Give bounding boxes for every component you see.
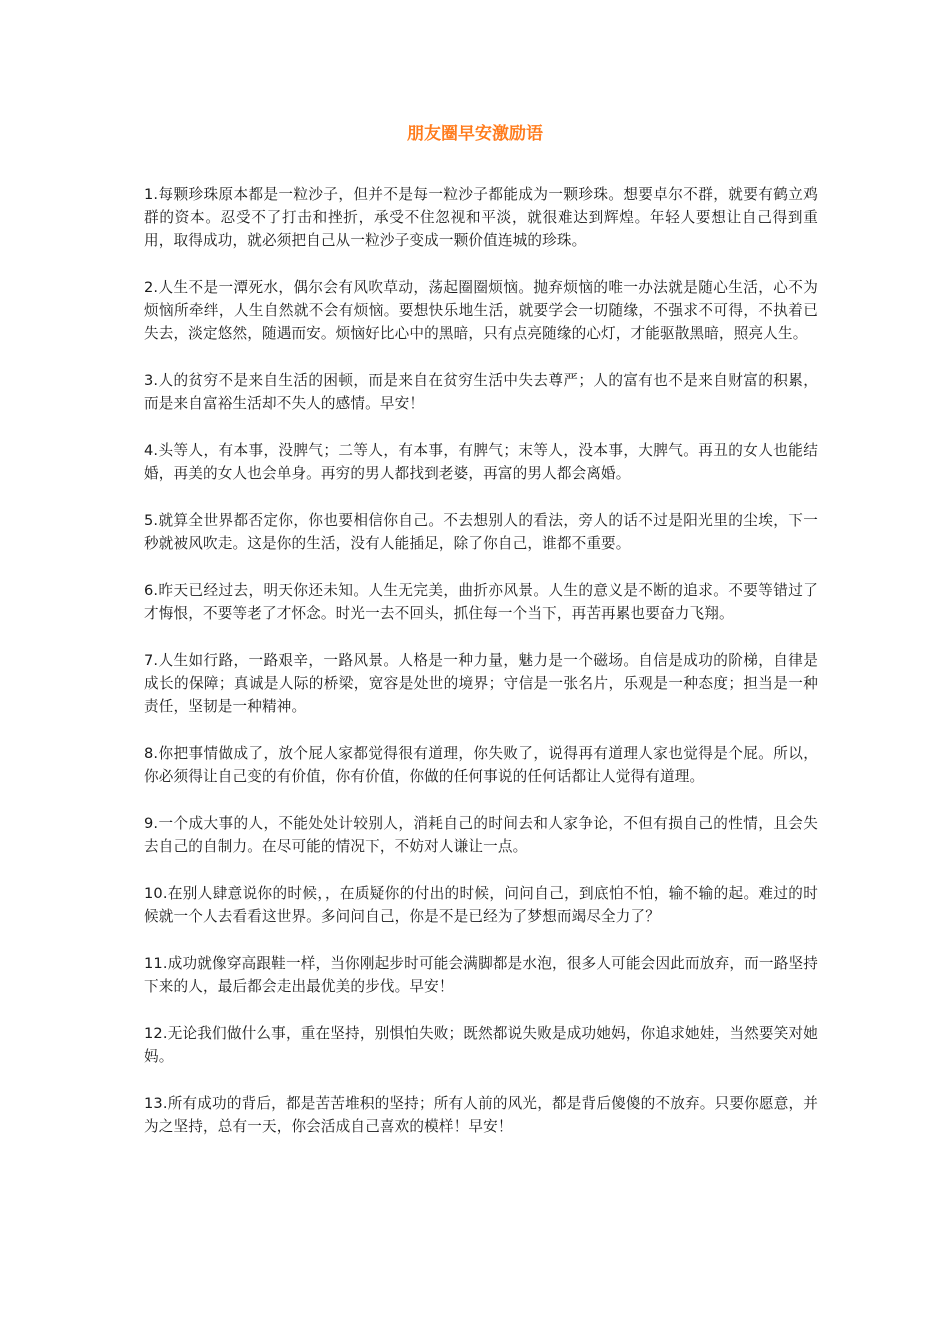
paragraph-11: 11.成功就像穿高跟鞋一样，当你刚起步时可能会满脚都是水泡，很多人可能会因此而放弃，而一路坚持下来的人，最后都会走出最优美的步伐。早安！ (144, 955, 818, 995)
paragraph-6: 6.昨天已经过去，明天你还未知。人生无完美，曲折亦风景。人生的意义是不断的追求。不要等错过了才悔恨，不要等老了才怀念。时光一去不回头，抓住每一个当下，再苦再累也要奋力飞翔。 (144, 582, 818, 622)
paragraph-12: 12.无论我们做什么事，重在坚持，别惧怕失败；既然都说失败是成功她妈，你追求她娃，当然要笑对她妈。 (144, 1025, 818, 1065)
paragraph-5: 5.就算全世界都否定你，你也要相信你自己。不去想别人的看法，旁人的话不过是阳光里的尘埃，下一秒就被风吹走。这是你的生活，没有人能插足，除了你自己，谁都不重要。 (144, 512, 818, 552)
paragraph-10: 10.在别人肆意说你的时候，，在质疑你的付出的时候，问问自己，到底怕不怕，输不输的起。难过的时候就一个人去看看这世界。多问问自己，你是不是已经为了梦想而竭尽全力了？ (144, 885, 818, 925)
document-title: 朋友圈早安激励语 (407, 124, 543, 144)
paragraph-1: 1.每颗珍珠原本都是一粒沙子，但并不是每一粒沙子都能成为一颗珍珠。想要卓尔不群，就要有鹤立鸡群的资本。忍受不了打击和挫折，承受不住忽视和平淡，就很难达到辉煌。年轻人要想让自己得到重用，取得成功，就必须把自己从一粒沙子变成一颗价值连城的珍珠。 (144, 186, 818, 249)
paragraph-13: 13.所有成功的背后，都是苦苦堆积的坚持；所有人前的风光，都是背后傻傻的不放弃。只要你愿意，并为之坚持，总有一天，你会活成自己喜欢的模样！早安！ (144, 1095, 818, 1135)
paragraph-4: 4.头等人，有本事，没脾气；二等人，有本事，有脾气；末等人，没本事，大脾气。再丑的女人也能结婚，再美的女人也会单身。再穷的男人都找到老婆，再富的男人都会离婚。 (144, 442, 818, 482)
document-body (144, 183, 818, 1162)
paragraph-9: 9.一个成大事的人，不能处处计较别人，消耗自己的时间去和人家争论，不但有损自己的性情，且会失去自己的自制力。在尽可能的情况下，不妨对人谦让一点。 (144, 815, 818, 855)
paragraph-8: 8.你把事情做成了，放个屁人家都觉得很有道理，你失败了，说得再有道理人家也觉得是个屁。所以，你必须得让自己变的有价值，你有价值，你做的任何事说的任何话都让人觉得有道理。 (144, 745, 818, 785)
paragraph-2: 2.人生不是一潭死水，偶尔会有风吹草动，荡起圈圈烦恼。抛弃烦恼的唯一办法就是随心生活，心不为烦恼所牵绊，人生自然就不会有烦恼。要想快乐地生活，就要学会一切随缘，不强求不可得，不执着已失去，淡定悠然，随遇而安。烦恼好比心中的黑暗，只有点亮随缘的心灯，才能驱散黑暗，照亮人生。 (144, 279, 818, 342)
paragraph-3: 3.人的贫穷不是来自生活的困顿，而是来自在贫穷生活中失去尊严；人的富有也不是来自财富的积累，而是来自富裕生活却不失人的感情。早安！ (144, 372, 818, 412)
paragraph-7: 7.人生如行路，一路艰辛，一路风景。人格是一种力量，魅力是一个磁场。自信是成功的阶梯，自律是成长的保障；真诚是人际的桥梁，宽容是处世的境界；守信是一张名片，乐观是一种态度；担当是一种责任，坚韧是一种精神。 (144, 652, 818, 715)
